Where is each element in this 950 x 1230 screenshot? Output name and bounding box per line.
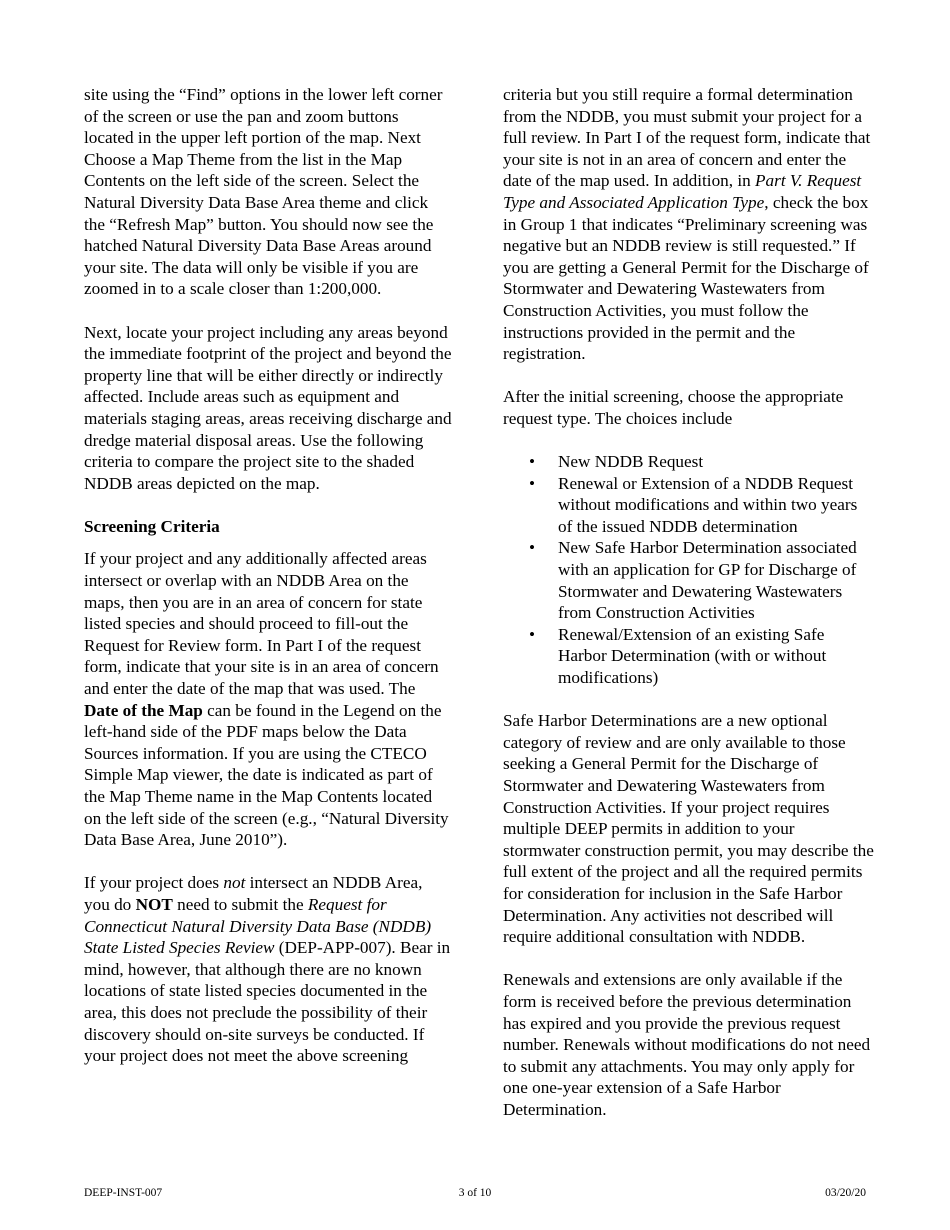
paragraph-renewals: Renewals and extensions are only available if the form is received before the previous determination has expired and you provide the previous request number. Renewals without modifications do not need to submit any attachments. You may only apply for one one-year extension of a Safe Harbor Determination. [503,970,871,1119]
paragraph-safe-harbor: Safe Harbor Determinations are a new optional category of review and are only available to those seeking a General Permit for the Discharge of Stormwater and Dewatering Wastewaters from Construction Activities. If your project requires multiple DEEP permits in addition to your stormwater construction permit, you may describe the full extent of the project and all the required permits for consideration for inclusion in the Safe Harbor Determination. Any activities not described will require additional consultation with NDDB. [503,711,874,947]
bold-date-of-map: Date of the Map [84,700,203,720]
list-item: • Renewal/Extension of an existing Safe Harbor Determination (with or without modifications) [558,624,875,689]
text-span: can be found in the Legend on the left-hand side of the PDF maps below the Data Sources information. If you are using the CTECO Simple Map viewer, the date is indicated as part of the Map Theme name in the Map Contents located on the left side of the screen (e.g., “Natural Diversity Data Base Area, June 2010”). [84,700,449,850]
paragraph-area-of-concern [84,548,452,850]
footer-page-number: 3 of 10 [458,1187,492,1199]
paragraph-find-options: site using the “Find” options in the lower left corner of the screen or use the pan and zoom buttons located in the upper left portion of the map. Next Choose a Map Theme from the list in the Map Contents on the left side of the screen. Select the Natural Diversity Data Base Area theme and click the “Refresh Map” button. You should now see the hatched Natural Diversity Data Base Areas around your site. The data will only be visible if you are zoomed in to a scale closer than 1:200,000. [84,85,443,299]
list-item: • New NDDB Request [558,451,875,473]
text-span: If your project and any additionally affected areas intersect or overlap with an NDDB Area on the maps, then you are in an area of concern for state listed species and should proceed to fill-out the Request for Review form. In Part I of the request form, indicate that your site is in an area of concern and enter the date of the map that was used. The [84,549,439,699]
text-span: , check the box in Group 1 that indicates “Preliminary screening was negative but an NDDB review is still requested.” If you are getting a General Permit for the Discharge of Stormwater and Dewatering Wastewaters from Construction Activities, you must follow the instructions provided in the permit and the registration. [503,192,869,364]
section-heading-screening-criteria: Screening Criteria [84,516,220,536]
italic-not: not [223,873,246,893]
paragraph-request-type-intro: After the initial screening, choose the appropriate request type. The choices include [503,387,844,428]
paragraph-formal-determination [503,84,875,365]
request-type-list [503,451,875,689]
text-span: If your project does [84,873,224,893]
paragraph-locate-project: Next, locate your project including any areas beyond the immediate footprint of the project and beyond the property line that will be either directly or indirectly affected. Include areas such as equipment and materials staging areas, areas receiving discharge and dredge material disposal areas. Use the following criteria to compare the project site to the shaded NDDB areas depicted on the map. [84,322,452,493]
footer-doc-id: DEEP-INST-007 [84,1187,163,1199]
italic-form-title: Request for Connecticut Natural Diversity Data Base (NDDB) State Listed Species Review [84,894,432,958]
footer-date: 03/20/20 [825,1187,866,1199]
italic-part-v: Part V. Request Type and Associated Application Type [503,171,862,212]
text-span: criteria but you still require a formal determination from the NDDB, you must submit your project for a full review. In Part I of the request form, indicate that your site is not in an area of concern and enter the date of the map used. In addition, in [503,85,871,191]
text-span: need to submit the [172,894,308,914]
paragraph-not-intersect [84,872,452,1066]
left-column [84,84,452,1088]
text-span: (DEP-APP-007). Bear in mind, however, that although there are no known locations of state listed species documented in the area, this does not preclude the possibility of their discovery should on-site surveys be conducted. If your project does not meet the above screening [84,938,451,1066]
bold-not: NOT [135,894,173,914]
right-column [503,84,875,1142]
list-item: • Renewal or Extension of a NDDB Request without modifications and within two years of the issued NDDB determination [558,473,875,538]
list-item: • New Safe Harbor Determination associated with an application for GP for Discharge of Stormwater and Dewatering Wastewaters from Construction Activities [558,537,875,623]
text-span: intersect an NDDB Area, you do [84,873,423,914]
